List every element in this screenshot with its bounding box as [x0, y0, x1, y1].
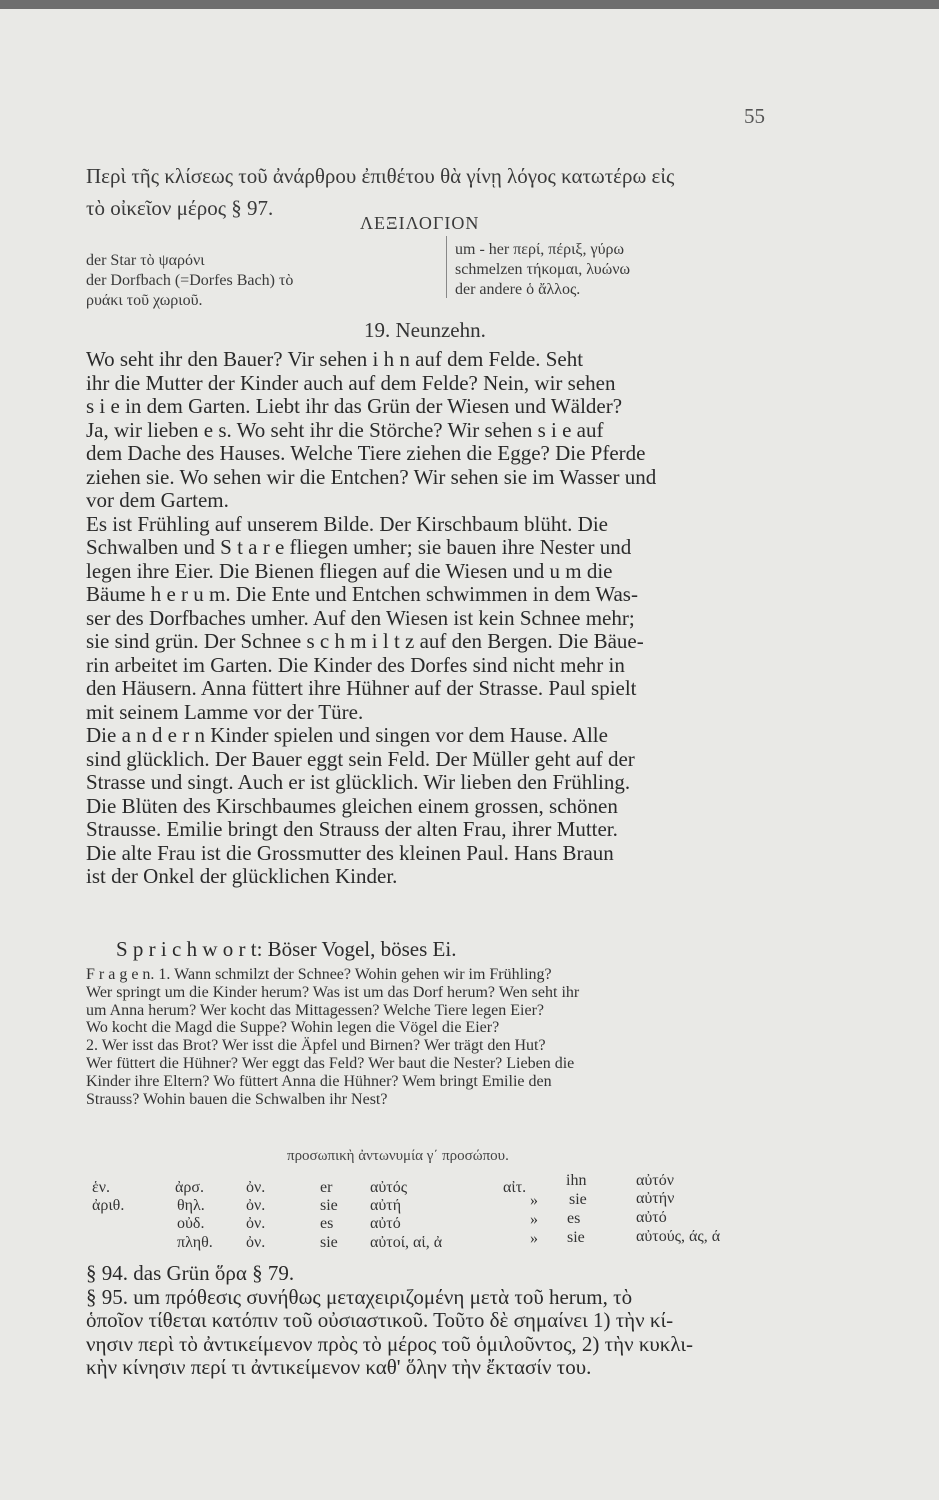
table-cell-case: ὀν. [246, 1197, 266, 1214]
text-line: den Häusern. Anna füttert ihre Hühner auf der Strasse. Paul spielt [86, 676, 637, 700]
text-line: legen ihre Eier. Die Bienen fliegen auf die Wiesen und u m die [86, 558, 613, 583]
question-line: 2. Wer isst das Brot? Wer isst die Äpfel und Birnen? Wer trägt den Hut? [86, 1037, 546, 1055]
text-line: Es ist Frühling auf unserem Bilde. Der Kirschbaum blüht. Die [86, 511, 608, 536]
table-cell-de-accusative: sie [567, 1229, 585, 1246]
table-cell-gender: θηλ. [177, 1197, 205, 1214]
vocab-entry: ρυάκι τοῦ χωριοῦ. [86, 292, 203, 309]
text-line: Strausse. Emilie bringt den Strauss der alten Frau, ihrer Mutter. [86, 817, 618, 841]
table-cell-number: ἑν. [92, 1179, 110, 1196]
text-line: Ja, wir lieben e s. Wo seht ihr die Störche? Wir sehen s i e auf [86, 417, 604, 442]
lesson-text [86, 348, 816, 889]
vocab-entry: der Star τὸ ψαρόνι [86, 252, 205, 269]
table-cell-de-nominative: er [320, 1179, 333, 1196]
question-line: Wo kocht die Magd die Suppe? Wohin legen die Vögel die Eier? [86, 1019, 500, 1037]
vocabulary-title: ΛΕΞΙΛΟΓΙΟΝ [360, 213, 480, 233]
lesson-title: 19. Neunzehn. [364, 318, 486, 342]
question-line: Wer springt um die Kinder herum? Was ist um das Dorf herum? Wen seht ihr [86, 983, 580, 1001]
question-line: um Anna herum? Wer kocht das Mittagessen? Welche Tiere legen Eier? [86, 1001, 545, 1019]
table-cell-gr-accusative: αὐτό [636, 1209, 667, 1226]
table-cell-gender: ἀρσ. [175, 1179, 204, 1196]
proverb: S p r i c h w o r t: Böser Vogel, böses Ei. [116, 937, 457, 961]
intro-line: Περὶ τῆς κλίσεως τοῦ ἀνάρθρου ἐπιθέτου θὰ γίνῃ λόγος κατωτέρω εἰς [86, 164, 675, 188]
text-line: Die alte Frau ist die Grossmutter des kleinen Paul. Hans Braun [86, 840, 614, 865]
table-cell-accusative-label: » [530, 1230, 538, 1247]
text-line: sind glücklich. Der Bauer eggt sein Feld. Der Müller geht auf der [86, 746, 635, 771]
text-line: sie sind grün. Der Schnee s c h m i l t z auf den Bergen. Die Bäue- [86, 629, 644, 653]
questions-block [86, 966, 816, 1108]
vocab-entry: der Dorfbach (=Dorfes Bach) τὸ [86, 272, 294, 289]
table-cell-gender: πληθ. [177, 1234, 213, 1251]
note-line: § 94. das Grün ὅρα § 79. [86, 1261, 295, 1285]
question-line: Kinder ihre Eltern? Wo füttert Anna die Hühner? Wem bringt Emilie den [86, 1072, 552, 1090]
table-cell-gr-nominative: αὐτός [370, 1179, 408, 1196]
text-line: mit seinem Lamme vor der Türe. [86, 699, 364, 724]
table-cell-gr-accusative: αὐτήν [636, 1190, 675, 1207]
text-line: dem Dache des Hauses. Welche Tiere ziehen die Egge? Die Pferde [86, 441, 646, 465]
text-line: Bäume h e r u m. Die Ente und Entchen schwimmen in dem Was- [86, 582, 638, 606]
table-cell-number: ἀριθ. [92, 1197, 125, 1214]
text-line: ihr die Mutter der Kinder auch auf dem Felde? Nein, wir sehen [86, 370, 616, 395]
text-line: vor dem Gartem. [86, 488, 229, 512]
note-line: § 95. um πρόθεσις συνήθως μεταχειριζομένη μετὰ τοῦ herum, τὸ [86, 1284, 633, 1309]
question-line: Wer füttert die Hühner? Wer eggt das Feld? Wer baut die Nester? Lieben die [86, 1054, 575, 1072]
note-line: ὁποῖον τίθεται κατόπιν τοῦ οὐσιαστικοῦ. Τοῦτο δὲ σημαίνει 1) τὴν κί- [86, 1308, 674, 1332]
table-cell-gr-nominative: αὐτό [370, 1215, 401, 1232]
table-cell-case: ὀν. [246, 1234, 266, 1251]
table-cell-gr-accusative: αὐτόν [636, 1172, 674, 1189]
table-cell-accusative-label: » [530, 1192, 538, 1209]
table-cell-de-nominative: sie [320, 1234, 338, 1251]
table-cell-gender: οὐδ. [177, 1215, 205, 1232]
text-line: Die a n d e r n Kinder spielen und singen vor dem Hause. Alle [86, 723, 608, 747]
pronoun-table-title: προσωπικὴ ἀντωνυμία γ΄ προσώπου. [287, 1148, 509, 1164]
text-line: Wo seht ihr den Bauer? Vir sehen i h n auf dem Felde. Seht [86, 347, 584, 371]
question-line: Strauss? Wohin bauen die Schwalben ihr Nest? [86, 1090, 388, 1108]
intro-line: τὸ οἰκεῖον μέρος § 97. [86, 196, 274, 220]
text-line: Schwalben und S t a r e fliegen umher; sie bauen ihre Nester und [86, 535, 632, 559]
table-cell-gr-accusative: αὐτούς, άς, ά [636, 1228, 721, 1245]
table-cell-de-accusative: es [567, 1210, 581, 1227]
table-cell-de-nominative: es [320, 1215, 334, 1232]
vocab-entry: der andere ὁ ἄλλος. [455, 281, 581, 298]
table-cell-de-accusative: ihn [566, 1172, 587, 1189]
notes-block [86, 1262, 816, 1380]
text-line: rin arbeitet im Garten. Die Kinder des Dorfes sind nicht mehr in [86, 652, 625, 677]
text-line: Strasse und singt. Auch er ist glücklich. Wir lieben den Frühling. [86, 770, 631, 794]
table-cell-accusative-label: » [530, 1211, 538, 1228]
table-cell-de-accusative: sie [569, 1191, 587, 1208]
vocabulary-right-column [455, 240, 630, 300]
page-number: 55 [744, 104, 765, 128]
table-cell-de-nominative: sie [320, 1197, 338, 1214]
vocabulary-left-column [86, 251, 293, 311]
note-line: κὴν κίνησιν περί τι ἀντικείμενον καθ' ὅλην τὴν ἔκτασίν του. [86, 1355, 592, 1379]
pronoun-table [0, 1172, 939, 1254]
note-line: νησιν περὶ τὸ ἀντικείμενον πρὸς τὸ μέρος τοῦ ὁμιλοῦντος, 2) τὴν κυκλι- [86, 1331, 693, 1356]
text-line: ser des Dorfbaches umher. Auf den Wiesen ist kein Schnee mehr; [86, 605, 635, 630]
vocab-entry: um - her περί, πέριξ, γύρω [455, 241, 625, 258]
question-line: F r a g e n. 1. Wann schmilzt der Schnee? Wohin gehen wir im Frühling? [86, 966, 552, 983]
table-cell-accusative-label: αἰτ. [503, 1179, 527, 1196]
text-line: ziehen sie. Wo sehen wir die Entchen? Wir sehen sie im Wasser und [86, 464, 657, 489]
table-cell-gr-nominative: αὐτή [370, 1197, 402, 1214]
text-line: Die Blüten des Kirschbaumes gleichen einem grossen, schönen [86, 793, 618, 818]
table-cell-gr-nominative: αὐτοί, αἱ, ἀ [370, 1234, 443, 1251]
text-line: ist der Onkel der glücklichen Kinder. [86, 864, 398, 888]
vocab-entry: schmelzen τήκομαι, λυώνω [455, 261, 630, 278]
vocabulary-divider [446, 236, 447, 298]
table-cell-case: ὀν. [246, 1215, 266, 1232]
text-line: s i e in dem Garten. Liebt ihr das Grün der Wiesen und Wälder? [86, 394, 623, 418]
table-cell-case: ὀν. [246, 1179, 266, 1196]
